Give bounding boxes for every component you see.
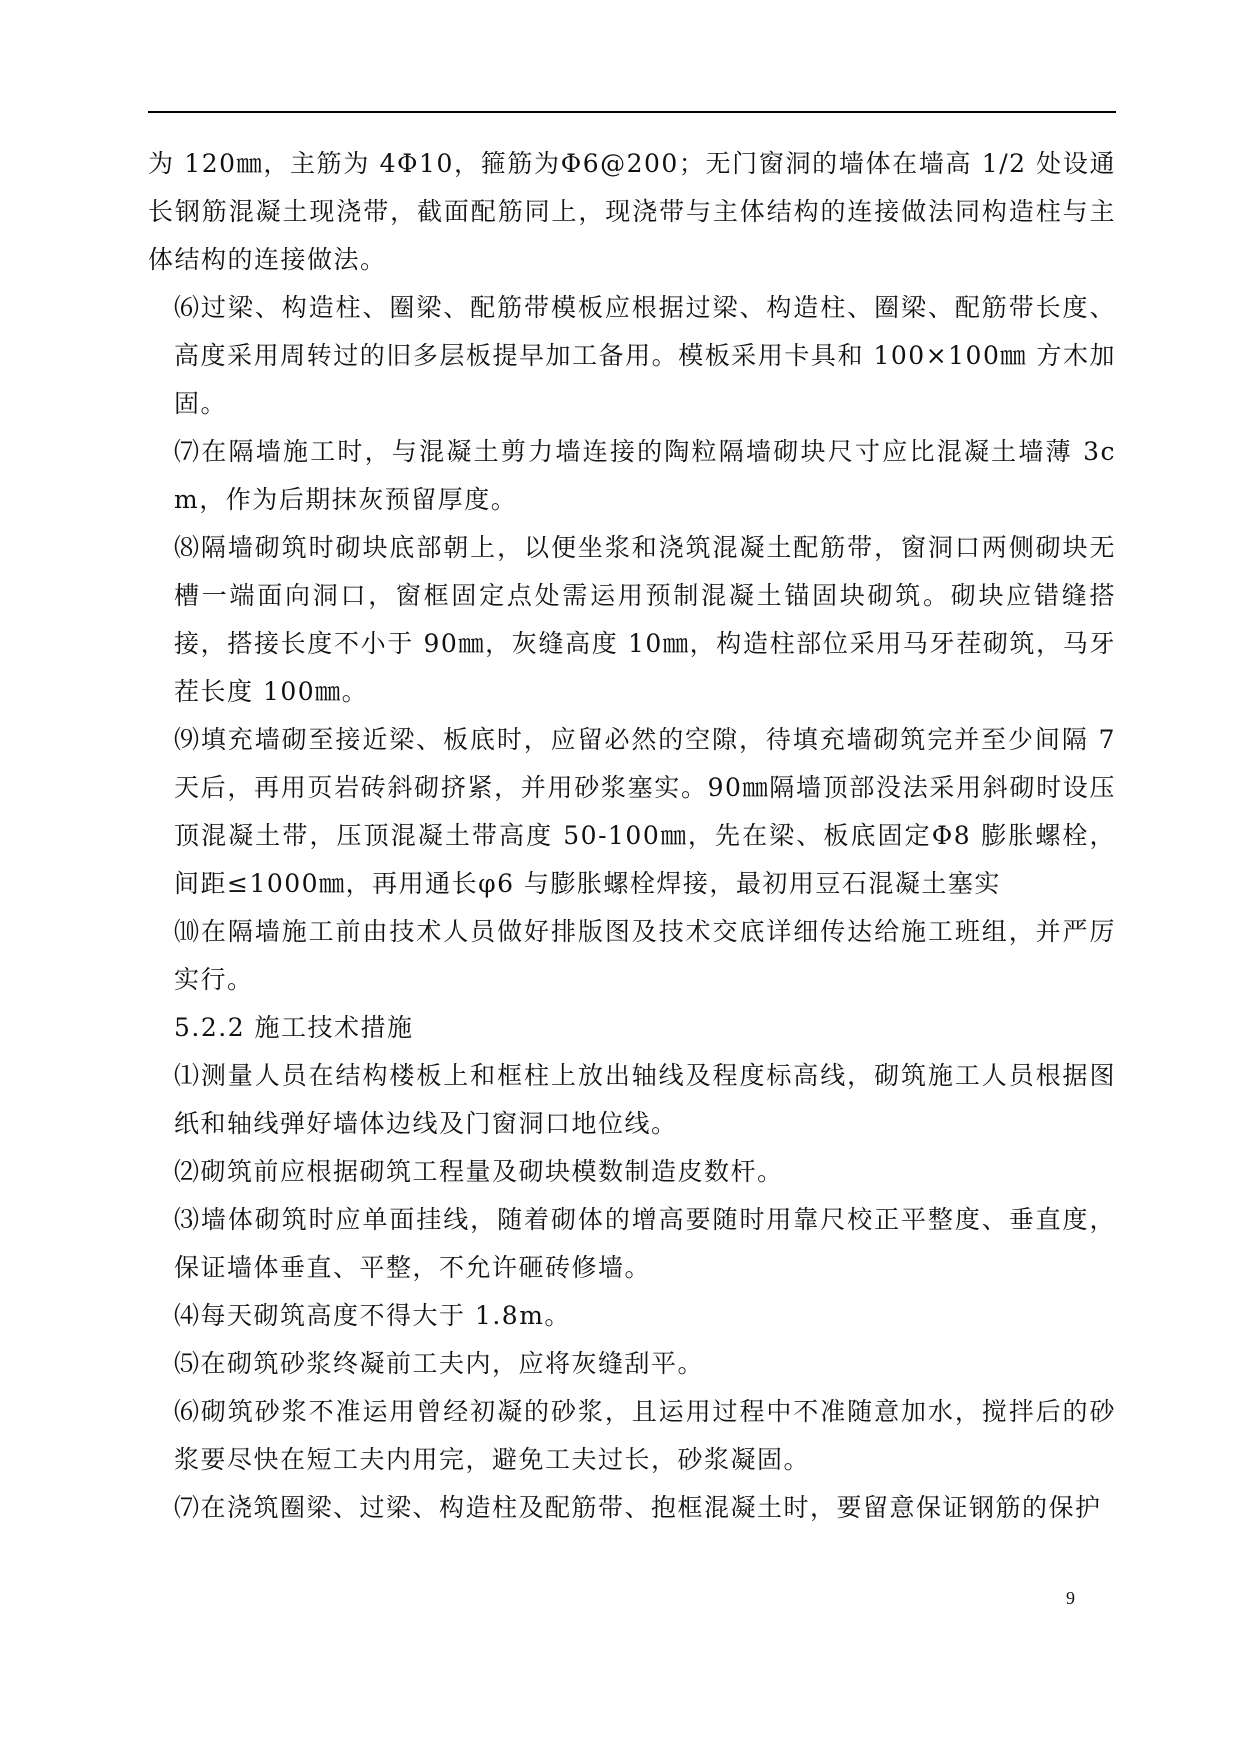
header-rule	[148, 111, 1116, 113]
paragraph-item-7-partition: ⑺在隔墙施工时，与混凝土剪力墙连接的陶粒隔墙砌块尺寸应比混凝土墙薄 3cm，作为后期抹灰预留厚度。	[174, 437, 1116, 514]
paragraph-continuation: 为 120㎜，主筋为 4Φ10，箍筋为Φ6@200；无门窗洞的墙体在墙高 1/2 处设通长钢筋混凝土现浇带，截面配筋同上，现浇带与主体结构的连接做法同构造柱与主体结构的连接做法。	[148, 149, 1116, 274]
page-number: 9	[1066, 1588, 1075, 1608]
paragraph-measure-5: ⑸在砌筑砂浆终凝前工夫内，应将灰缝刮平。	[174, 1349, 705, 1378]
paragraph-measure-4: ⑷每天砌筑高度不得大于 1.8m。	[174, 1301, 571, 1330]
paragraph-measure-2: ⑵砌筑前应根据砌筑工程量及砌块模数制造皮数杆。	[174, 1157, 784, 1186]
paragraph-item-6-formwork: ⑹过梁、构造柱、圈梁、配筋带模板应根据过梁、构造柱、圈梁、配筋带长度、高度采用周转过的旧多层板提早加工备用。模板采用卡具和 100×100㎜ 方木加固。	[174, 293, 1116, 418]
paragraph-measure-6: ⑹砌筑砂浆不准运用曾经初凝的砂浆，且运用过程中不准随意加水，搅拌后的砂浆要尽快在短工夫内用完，避免工夫过长，砂浆凝固。	[174, 1397, 1116, 1474]
section-heading-5-2-2: 5.2.2 施工技术措施	[174, 1013, 414, 1042]
paragraph-item-8-masonry: ⑻隔墙砌筑时砌块底部朝上，以便坐浆和浇筑混凝土配筋带，窗洞口两侧砌块无槽一端面向洞口，窗框固定点处需运用预制混凝土锚固块砌筑。砌块应错缝搭接，搭接长度不小于 90㎜，灰缝高度 10㎜，构造柱部位采用马牙茬砌筑，马牙茬长度 100㎜。	[174, 533, 1116, 706]
document-body	[148, 140, 1116, 1532]
paragraph-item-10-briefing: ⑽在隔墙施工前由技术人员做好排版图及技术交底详细传达给施工班组，并严厉实行。	[174, 917, 1116, 994]
paragraph-measure-3: ⑶墙体砌筑时应单面挂线，随着砌体的增高要随时用靠尺校正平整度、垂直度，保证墙体垂直、平整，不允许砸砖修墙。	[174, 1205, 1116, 1282]
paragraph-measure-7: ⑺在浇筑圈梁、过梁、构造柱及配筋带、抱框混凝土时，要留意保证钢筋的保护	[174, 1493, 1102, 1522]
paragraph-item-9-infill: ⑼填充墙砌至接近梁、板底时，应留必然的空隙，待填充墙砌筑完并至少间隔 7 天后，再用页岩砖斜砌挤紧，并用砂浆塞实。90㎜隔墙顶部没法采用斜砌时设压顶混凝土带，压顶混凝土带高度 50-100㎜，先在梁、板底固定Φ8 膨胀螺栓，间距≤1000㎜，再用通长φ6 与膨胀螺栓焊接，最初用豆石混凝土塞实	[174, 725, 1116, 898]
paragraph-measure-1: ⑴测量人员在结构楼板上和框柱上放出轴线及程度标高线，砌筑施工人员根据图纸和轴线弹好墙体边线及门窗洞口地位线。	[174, 1061, 1116, 1138]
